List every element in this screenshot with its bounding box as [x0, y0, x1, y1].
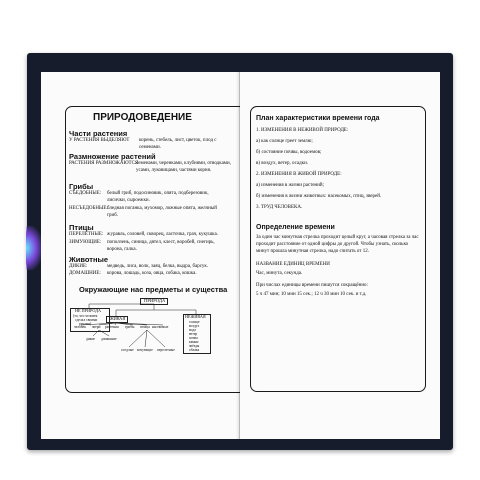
plan-item: 1. ИЗМЕНЕНИЯ В НЕЖИВОЙ ПРИРОДЕ: [256, 128, 349, 133]
mushrooms-heading: Грибы [69, 182, 94, 191]
time-paragraph: За один час минутная стрелка проходит целый круг, а часовая стрелка за час проходит расстояние от одной цифры до другой. Чтобы узнать, сколько минут прошла минутная стрелка, надо считать от 12. [256, 235, 419, 254]
birds-migratory-label: ПЕРЕЛЕТНЫЕ: [69, 232, 104, 237]
bird-type: перелетные [157, 348, 175, 352]
birds-wintering-label: ЗИМУЮЩИЕ: [69, 240, 102, 245]
cover-decoration [26, 226, 42, 270]
not-nature-note-2: сделал своими [75, 318, 98, 322]
not-nature-note-3: руками) [79, 322, 92, 326]
page-title: ПРИРОДОВЕДЕНИЕ [93, 112, 192, 123]
time-units-heading: НАЗВАНИЕ ЕДИНИЦ ВРЕМЕНИ [256, 262, 330, 267]
surroundings-heading: Окружающие нас предметы и существа [79, 285, 228, 294]
bird-type: кочующие [137, 348, 153, 352]
right-page [240, 72, 440, 439]
left-page [41, 72, 240, 439]
nonliving-label: НЕЖИВАЯ [185, 314, 206, 319]
parts-label: У РАСТЕНИЯ ВЫДЕЛЯЮТ [69, 138, 130, 143]
animals-wild-label: ДИКИЕ: [69, 264, 88, 269]
living-item: грибы [125, 325, 135, 329]
living-item: растения [105, 325, 119, 329]
animal-type: домашние [101, 337, 117, 341]
nature-label: ПРИРОДА [144, 298, 166, 303]
reproduction-value: семенами, черенками, клубнями, отводками, усами, луковицами, частями корня. [136, 161, 231, 173]
bird-type: оседлые [121, 348, 134, 352]
plan-item: 2. ИЗМЕНЕНИЯ В ЖИВОЙ ПРИРОДЕ: [256, 172, 342, 177]
nonliving-item: ветер [189, 332, 198, 336]
birds-wintering-value: поползень, синица, дятел, клест, воробей, снегирь, ворона, галка. [107, 240, 215, 252]
animals-domestic-label: ДОМАШНИЕ: [69, 271, 101, 276]
living-item: человек [74, 325, 87, 329]
time-units: Час, минута, секунда. [256, 271, 303, 276]
animal-type: дикие [86, 337, 96, 341]
nonliving-item: камни [189, 340, 199, 344]
mushrooms-edible-label: СЪЕДОБНЫЕ: [69, 191, 102, 196]
plan-item: в) воздух, ветер, осадки. [256, 161, 309, 166]
plan-item: а) изменения в жизни растений; [256, 183, 324, 188]
nonliving-item: облака [189, 348, 200, 352]
animals-domestic-value: корова, лошадь, коза, овца, собака, кошка. [107, 271, 197, 276]
plan-item: 3. ТРУД ЧЕЛОВЕКА. [256, 205, 303, 210]
mushrooms-inedible-label: НЕСЪЕДОБНЫЕ: [69, 206, 108, 211]
living-item: птицы [140, 325, 150, 329]
mushrooms-inedible-value: бледная поганка, мухомор, ложные опята, желчный гриб. [107, 206, 217, 218]
plan-item: б) изменения в жизни животных: насекомых, птиц, зверей. [256, 194, 382, 199]
nonliving-item: солнце [189, 320, 200, 324]
birds-migratory-value: журавль, соловей, скворец, ласточка, грач, кукушка. [107, 232, 218, 237]
reproduction-heading: Размножение растений [69, 152, 156, 161]
living-item: звери [92, 325, 101, 329]
diagram-connectors [41, 72, 240, 439]
living-label: ЖИВАЯ [110, 316, 126, 321]
time-abbr-note: При числах единицы времени пишутся сокращённо: [256, 283, 368, 288]
plan-item: б) состояние почвы, водоемов; [256, 150, 322, 155]
not-nature-label: НЕ ПРИРОДА [75, 308, 102, 313]
nonliving-item: звёзды [189, 344, 200, 348]
time-heading: Определение времени [256, 224, 335, 231]
birds-heading: Птицы [69, 223, 94, 232]
living-item: насекомые [152, 325, 169, 329]
nonliving-item: вода [189, 328, 196, 332]
plan-heading: План характеристики времени года [256, 115, 380, 122]
animals-heading: Животные [69, 255, 109, 264]
parts-heading: Части растения [69, 129, 128, 138]
reproduction-label: РАСТЕНИЯ РАЗМНОЖАЮТСЯ [69, 161, 139, 166]
nonliving-item: воздух [189, 324, 200, 328]
parts-value: корень, стебель, лист, цветок, плод с семенами. [139, 138, 217, 150]
mushrooms-edible-value: белый гриб, подосиновик, опята, подберезовик, лисички, сыроежки. [107, 191, 209, 203]
time-abbr-examples: 5 ч 47 мин; 10 мин 15 сек.; 12 ч 30 мин 10 сек. и т.д. [256, 292, 367, 297]
animals-wild-value: медведь, лиса, волк, заяц, белка, выдра, барсук. [107, 264, 209, 269]
nonliving-item: почва [189, 336, 198, 340]
plan-item: а) как солнце греет землю; [256, 139, 313, 144]
not-nature-note-1: (то, что человек [73, 314, 98, 318]
